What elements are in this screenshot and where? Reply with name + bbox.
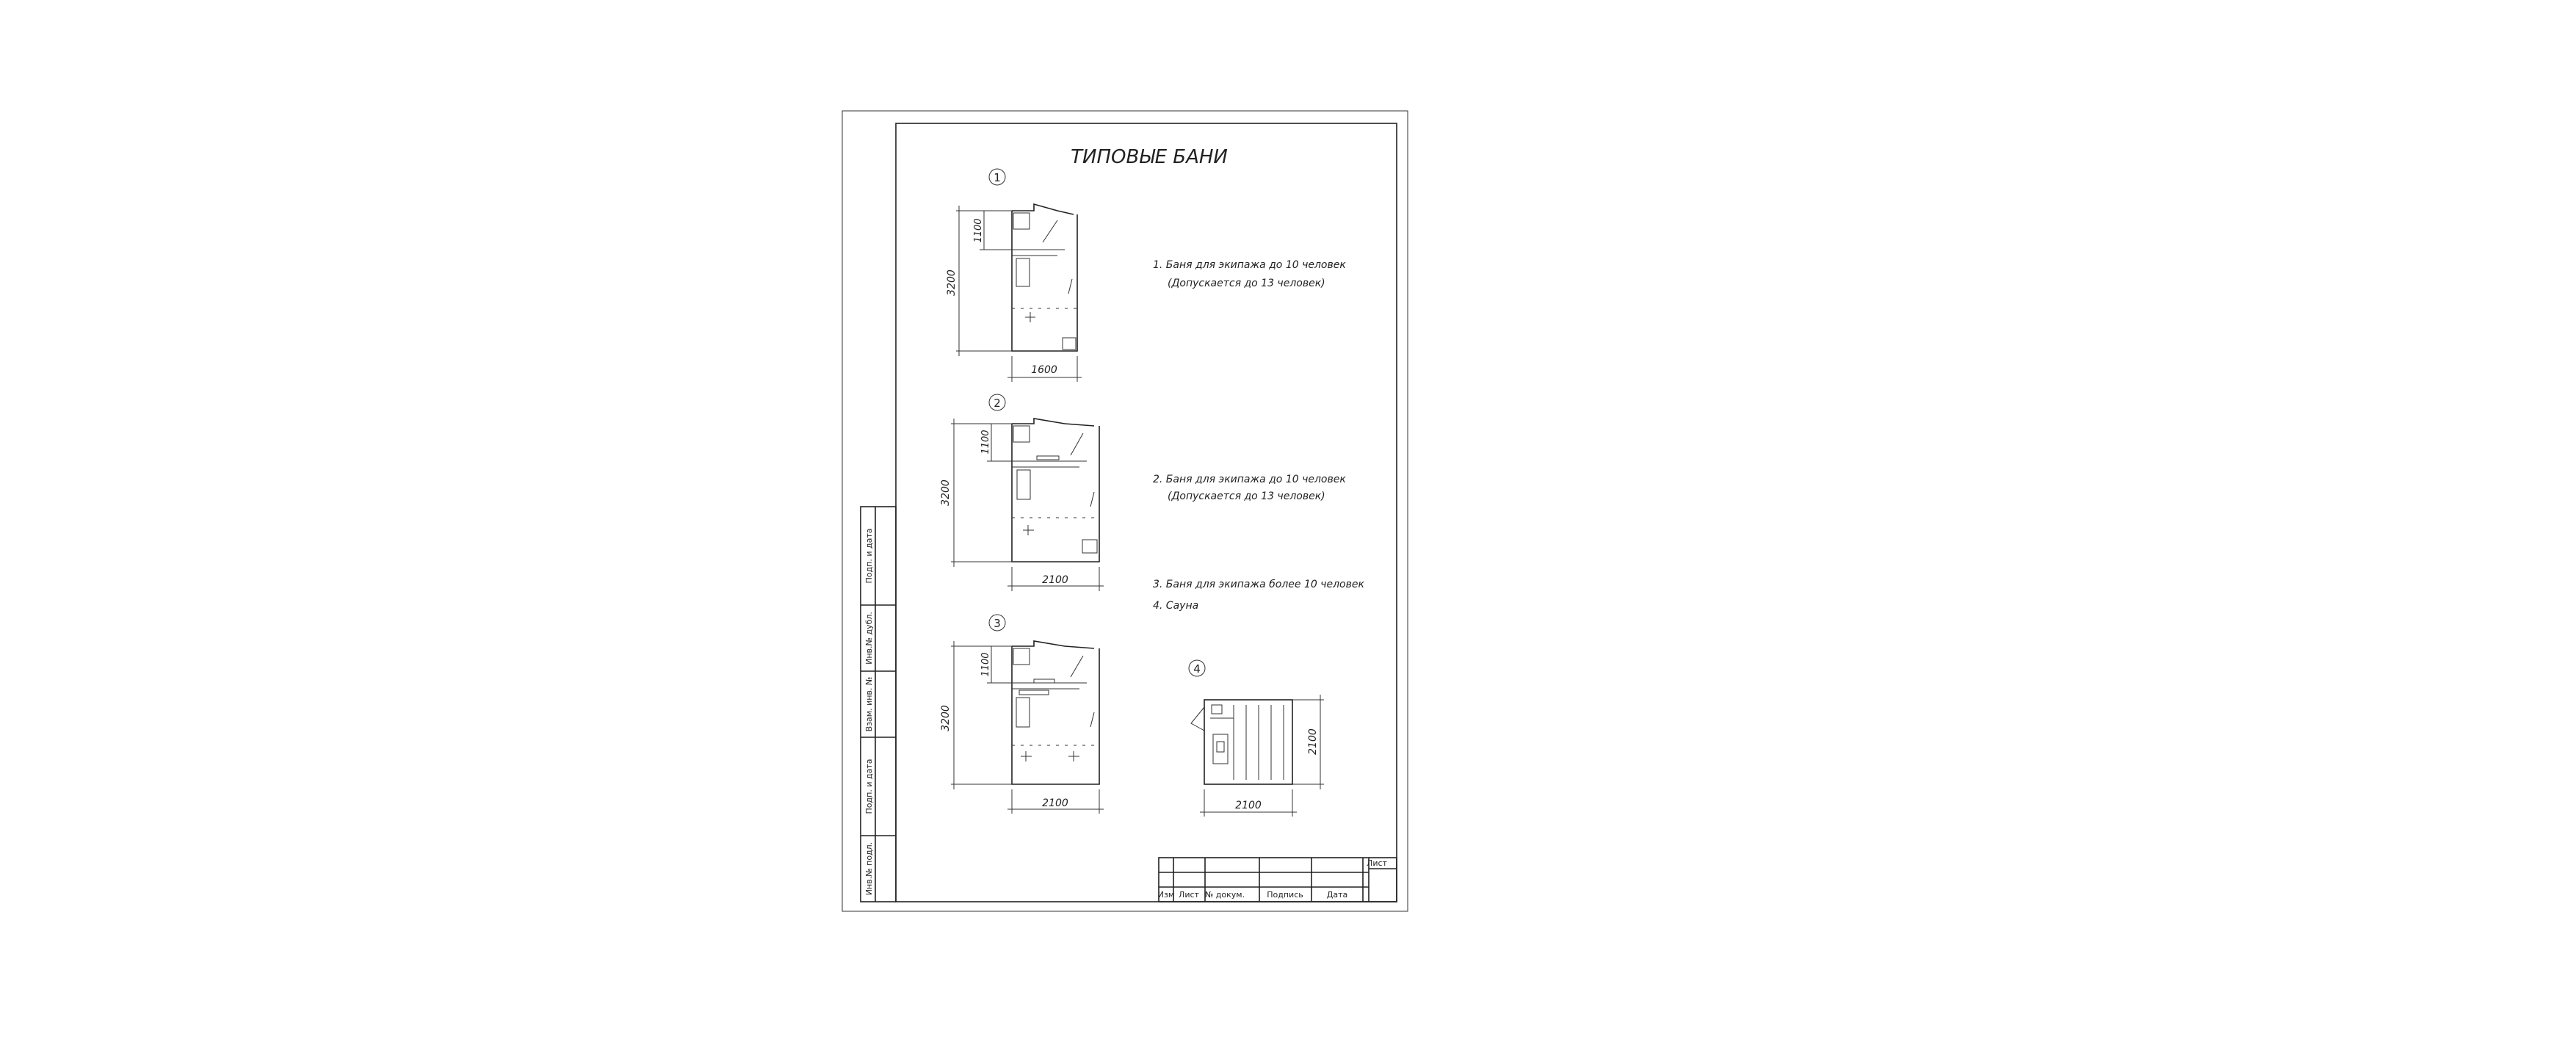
width-dimension: 1600 — [1031, 364, 1057, 376]
plan-2-walls — [1012, 419, 1099, 562]
title-block-col-change: Изм — [1157, 890, 1175, 900]
width-dimension: 2100 — [1042, 574, 1068, 586]
plan-4-dimensions — [1200, 695, 1324, 817]
inner-frame — [896, 123, 1397, 902]
height-dimension: 3200 — [940, 480, 952, 506]
title-block — [1158, 858, 1397, 902]
side-stamp-cell-3: Взам. инв. № — [864, 676, 874, 732]
note-1-line-1: 1. Баня для экипажа до 10 человек — [1153, 259, 1346, 271]
title-block-col-date: Дата — [1326, 890, 1348, 900]
side-stamp-cell-2: Подп. и дата — [864, 759, 874, 814]
note-2-line-2: (Допускается до 13 человек) — [1168, 491, 1325, 502]
title-block-col-signature: Подпись — [1267, 890, 1303, 900]
note-1-line-2: (Допускается до 13 человек) — [1168, 278, 1325, 289]
side-stamp — [861, 507, 896, 902]
side-stamp-cell-1: Инв.№ подл. — [864, 842, 874, 896]
title-block-col-document: № докум. — [1204, 890, 1245, 900]
width-dimension: 2100 — [1235, 800, 1262, 811]
top-dimension: 1100 — [980, 652, 991, 677]
top-dimension: 1100 — [980, 430, 991, 455]
height-dimension: 3200 — [940, 705, 952, 731]
side-stamp-cell-5: Подп. и дата — [864, 528, 874, 584]
width-dimension: 2100 — [1042, 797, 1068, 809]
plan-number: 1 — [994, 171, 1001, 184]
plan-1-walls — [1012, 204, 1077, 351]
plan-3-walls — [1012, 641, 1099, 784]
plan-2 — [940, 394, 1104, 591]
sheet-label: Лист — [1367, 858, 1387, 868]
side-stamp-cell-4: Инв.№ дубл. — [864, 612, 874, 665]
plan-1 — [946, 169, 1082, 382]
note-4: 4. Сауна — [1153, 600, 1199, 612]
title-block-col-sheet: Лист — [1179, 890, 1199, 900]
plan-number: 2 — [994, 397, 1001, 410]
plan-3 — [940, 615, 1104, 814]
top-dimension: 1100 — [973, 218, 984, 243]
outer-frame — [842, 111, 1408, 911]
note-3: 3. Баня для экипажа более 10 человек — [1153, 579, 1364, 590]
plan-number: 4 — [1193, 662, 1201, 676]
note-2-line-1: 2. Баня для экипажа до 10 человек — [1153, 474, 1346, 485]
plan-4 — [1189, 660, 1324, 817]
drawing-title: ТИПОВЫЕ БАНИ — [1071, 146, 1228, 168]
plan-number: 3 — [994, 617, 1001, 630]
plan-4-walls — [1191, 700, 1292, 784]
notes — [1153, 259, 1364, 612]
plan-2-dimensions — [951, 419, 1104, 591]
height-dimension: 2100 — [1307, 728, 1319, 755]
height-dimension: 3200 — [946, 269, 958, 296]
